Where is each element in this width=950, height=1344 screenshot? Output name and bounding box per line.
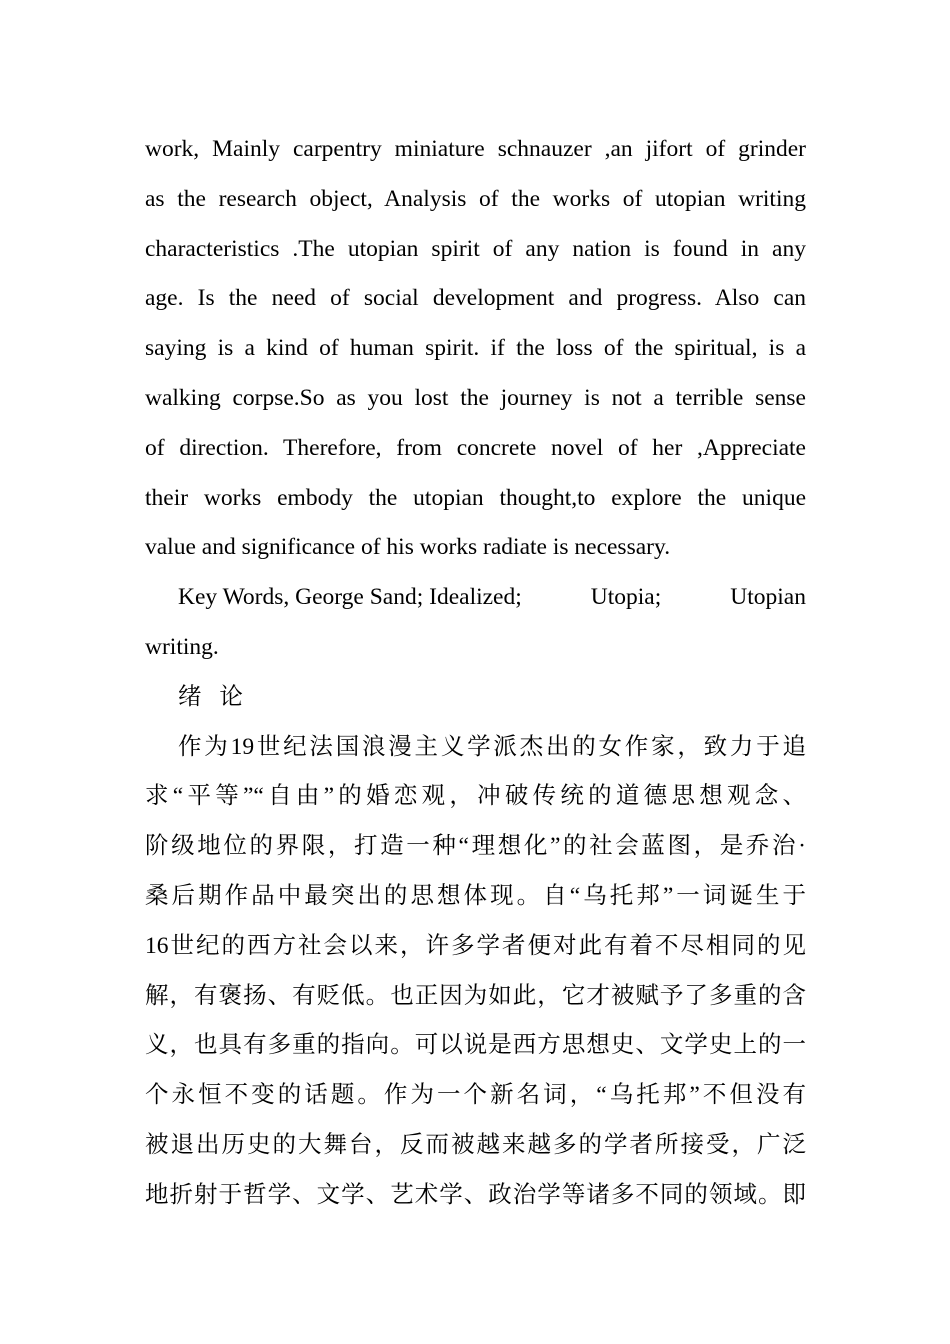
- intro-line: 求“平等”“自由”的婚恋观，冲破传统的道德思想观念、: [145, 783, 806, 810]
- keyword-utopian: Utopian: [730, 584, 806, 611]
- intro-line: 义，也具有多重的指向。可以说是西方思想史、文学史上的一: [145, 1032, 806, 1059]
- abstract-line: saying is a kind of human spirit. if the loss of the spiritual, is a: [145, 335, 806, 362]
- abstract-line: walking corpse.So as you lost the journey is not a terrible sense: [145, 384, 806, 411]
- document-page: [145, 125, 806, 1221]
- intro-line: 被退出历史的大舞台，反而被越来越多的学者所接受，广泛: [145, 1131, 806, 1158]
- intro-line: 作为19世纪法国浪漫主义学派杰出的女作家，致力于追: [178, 733, 806, 760]
- keywords: [145, 573, 806, 673]
- abstract-line-last: value and significance of his works radiate is necessary.: [145, 534, 671, 561]
- intro-line: 个永恒不变的话题。作为一个新名词，“乌托邦”不但没有: [145, 1082, 806, 1109]
- abstract-line: of direction. Therefore, from concrete novel of her ,Appreciate: [145, 434, 806, 461]
- abstract-line: age. Is the need of social development and progress. Also can: [145, 285, 806, 312]
- abstract-line: characteristics .The utopian spirit of any nation is found in any: [145, 235, 806, 262]
- section-heading: 绪 论: [178, 683, 249, 710]
- intro-line: 地折射于哲学、文学、艺术学、政治学等诸多不同的领域。即: [145, 1181, 806, 1208]
- abstract-line: work, Mainly carpentry miniature schnauzer ,an jifort of grinder: [145, 136, 806, 162]
- abstract-english: [145, 125, 806, 573]
- keyword-writing: writing.: [145, 633, 219, 660]
- keyword-utopia: Utopia;: [590, 584, 662, 611]
- intro-line: 桑后期作品中最突出的思想体现。自“乌托邦”一词诞生于: [145, 882, 806, 909]
- keywords-label: Key Words, George Sand; Idealized;: [178, 584, 522, 611]
- intro-line: 阶级地位的界限，打造一种“理想化”的社会蓝图，是乔治·: [145, 833, 806, 860]
- intro-line: 解，有褒扬、有贬低。也正因为如此，它才被赋予了多重的含: [145, 982, 806, 1009]
- keywords-line: [145, 573, 806, 623]
- abstract-line: their works embody the utopian thought,to explore the unique: [145, 484, 806, 511]
- intro-chinese: [145, 723, 806, 1221]
- intro-line: 16世纪的西方社会以来，许多学者便对此有着不尽相同的见: [145, 932, 806, 959]
- abstract-line: as the research object, Analysis of the works of utopian writing: [145, 185, 806, 212]
